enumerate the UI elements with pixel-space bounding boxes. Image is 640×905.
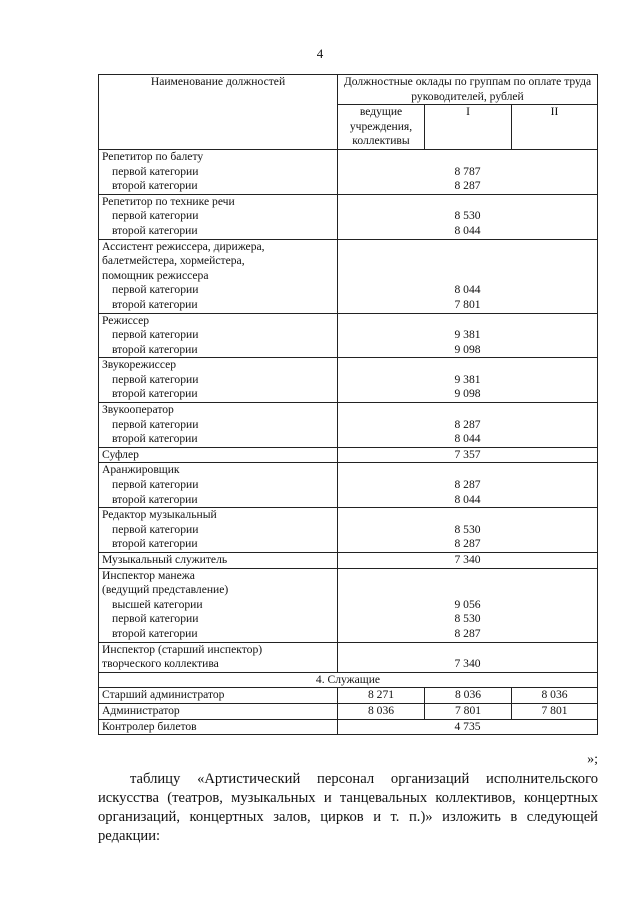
salary-leading-cell: 8 036: [338, 703, 425, 719]
salary-value-cell: [338, 358, 598, 403]
position-name-line: второй категории: [112, 387, 198, 401]
position-name-line: (ведущий представление): [102, 583, 229, 597]
header-group-2: II: [512, 105, 598, 150]
header-leading-institutions: ведущие учреждения, коллективы: [338, 105, 425, 150]
header-position-name: Наименование должностей: [99, 75, 338, 150]
position-name-line: Репетитор по технике речи: [102, 194, 235, 208]
position-name-line: Режиссер: [102, 313, 150, 327]
salary-group-1-cell: 8 036: [425, 688, 512, 704]
salary-value: [341, 583, 594, 598]
table-row: [99, 719, 598, 735]
salary-value: 8 287: [454, 179, 481, 193]
position-name-cell: [99, 568, 338, 642]
salary-value-cell: 4 735: [338, 719, 598, 735]
salary-value: 9 381: [454, 372, 481, 386]
position-name-line: второй категории: [112, 342, 198, 356]
position-name-line: второй категории: [112, 492, 198, 506]
table-row: [99, 313, 598, 358]
position-name-cell: [99, 313, 338, 358]
section-title: 4. Служащие: [99, 672, 598, 688]
salary-value: 8 044: [454, 432, 481, 446]
salary-value: 9 098: [454, 387, 481, 401]
salary-value: [341, 643, 594, 658]
position-name-line: первой категории: [112, 328, 199, 342]
salary-value: [341, 508, 594, 523]
position-name-cell: [99, 194, 338, 239]
position-name-line: творческого коллектива: [102, 657, 219, 671]
closing-quote-mark: »;: [587, 752, 598, 767]
table-row: [99, 239, 598, 313]
salary-value: 8 044: [454, 223, 481, 237]
position-name-cell: [99, 508, 338, 553]
salary-value-cell: [338, 463, 598, 508]
position-name-cell: [99, 149, 338, 194]
table-row: [99, 553, 598, 569]
position-name-cell: Администратор: [99, 703, 338, 719]
salary-group-1-cell: 7 801: [425, 703, 512, 719]
salary-value-cell: [338, 403, 598, 448]
salary-table: [98, 74, 598, 735]
table-row: [99, 508, 598, 553]
position-name-line: высшей категории: [112, 597, 203, 611]
table-row: [99, 358, 598, 403]
position-name-line: второй категории: [112, 223, 198, 237]
position-name-cell: [99, 642, 338, 672]
position-name-line: Инспектор (старший инспектор): [102, 642, 263, 656]
salary-value-cell: [338, 313, 598, 358]
table-row: [99, 194, 598, 239]
salary-value: 9 056: [454, 597, 481, 611]
position-name-line: первой категории: [112, 372, 199, 386]
salary-value: 7 340: [454, 553, 481, 566]
salary-value: [341, 463, 594, 478]
position-name-cell: [99, 447, 338, 463]
salary-value: 8 530: [454, 612, 481, 626]
position-name-line: балетмейстера, хормейстера,: [102, 254, 245, 268]
table-body: [99, 149, 598, 734]
salary-value: 8 287: [454, 478, 481, 492]
header-salary-groups: Должностные оклады по группам по оплате труда руководителей, рублей: [338, 75, 598, 105]
salary-value-cell: [338, 553, 598, 569]
salary-value: [341, 150, 594, 165]
position-name-line: Редактор музыкальный: [102, 508, 217, 522]
position-name-line: первой категории: [112, 164, 199, 178]
header-group-1: I: [425, 105, 512, 150]
position-name-line: первой категории: [112, 209, 199, 223]
salary-value-cell: [338, 194, 598, 239]
salary-value-cell: [338, 447, 598, 463]
position-name-line: второй категории: [112, 537, 198, 551]
salary-value: 7 801: [454, 297, 481, 311]
table-row: [99, 568, 598, 642]
position-name-line: Инспектор манежа: [102, 568, 195, 582]
table-row: [99, 642, 598, 672]
salary-value: 8 287: [454, 626, 481, 640]
salary-value: [341, 240, 594, 255]
salary-leading-cell: 8 271: [338, 688, 425, 704]
position-name-line: первой категории: [112, 417, 199, 431]
table-row: [99, 149, 598, 194]
position-name-line: второй категории: [112, 179, 198, 193]
salary-value-cell: [338, 642, 598, 672]
salary-value: 7 357: [454, 447, 481, 461]
salary-value-cell: [338, 508, 598, 553]
table-row: [99, 447, 598, 463]
position-name-cell: Старший администратор: [99, 688, 338, 704]
salary-group-2-cell: 8 036: [512, 688, 598, 704]
table-row: [99, 688, 598, 704]
position-name-line: Суфлер: [102, 447, 139, 461]
amendment-paragraph: таблицу «Артистический персонал организаций исполнительского искусства (театров, музыкальных и танцевальных коллективов, концертных организаций, концертных залов, цирков и т. п.)» изложить в следующей редакции:: [98, 771, 598, 844]
salary-value-cell: [338, 239, 598, 313]
salary-value: [341, 403, 594, 418]
salary-value: 8 044: [454, 492, 481, 506]
salary-value-cell: [338, 149, 598, 194]
page-number: 4: [316, 46, 324, 61]
table-row: [99, 703, 598, 719]
position-name-line: второй категории: [112, 297, 198, 311]
table-row: [99, 463, 598, 508]
position-name-cell: [99, 358, 338, 403]
position-name-line: Репетитор по балету: [102, 149, 204, 163]
position-name-line: помощник режиссера: [102, 268, 209, 282]
position-name-line: Звукооператор: [102, 403, 174, 417]
position-name-line: первой категории: [112, 478, 199, 492]
salary-value: [341, 195, 594, 210]
salary-value: 8 787: [454, 164, 481, 178]
salary-value: 8 530: [454, 522, 481, 536]
position-name-line: Музыкальный служитель: [102, 553, 228, 566]
position-name-line: первой категории: [112, 522, 199, 536]
position-name-cell: [99, 239, 338, 313]
position-name-line: Ассистент режиссера, дирижера,: [102, 239, 265, 253]
position-name-line: первой категории: [112, 612, 199, 626]
position-name-line: Аранжировщик: [102, 463, 180, 477]
position-name-cell: [99, 403, 338, 448]
position-name-cell: [99, 553, 338, 569]
position-name-line: первой категории: [112, 283, 199, 297]
position-name-line: второй категории: [112, 626, 198, 640]
salary-value: 7 340: [454, 657, 481, 671]
salary-value: [341, 314, 594, 329]
section-row: [99, 672, 598, 688]
salary-value: [341, 254, 594, 269]
salary-value: [341, 358, 594, 373]
position-name-cell: Контролер билетов: [99, 719, 338, 735]
salary-group-2-cell: 7 801: [512, 703, 598, 719]
position-name-line: Звукорежиссер: [102, 358, 177, 372]
salary-value: 8 287: [454, 417, 481, 431]
salary-value: 9 381: [454, 328, 481, 342]
table-row: [99, 403, 598, 448]
salary-value: [341, 269, 594, 284]
salary-value: 8 044: [454, 283, 481, 297]
salary-value: [341, 569, 594, 584]
salary-value: 9 098: [454, 342, 481, 356]
salary-value: 8 287: [454, 537, 481, 551]
salary-value-cell: [338, 568, 598, 642]
position-name-line: второй категории: [112, 432, 198, 446]
position-name-cell: [99, 463, 338, 508]
salary-value: 8 530: [454, 209, 481, 223]
